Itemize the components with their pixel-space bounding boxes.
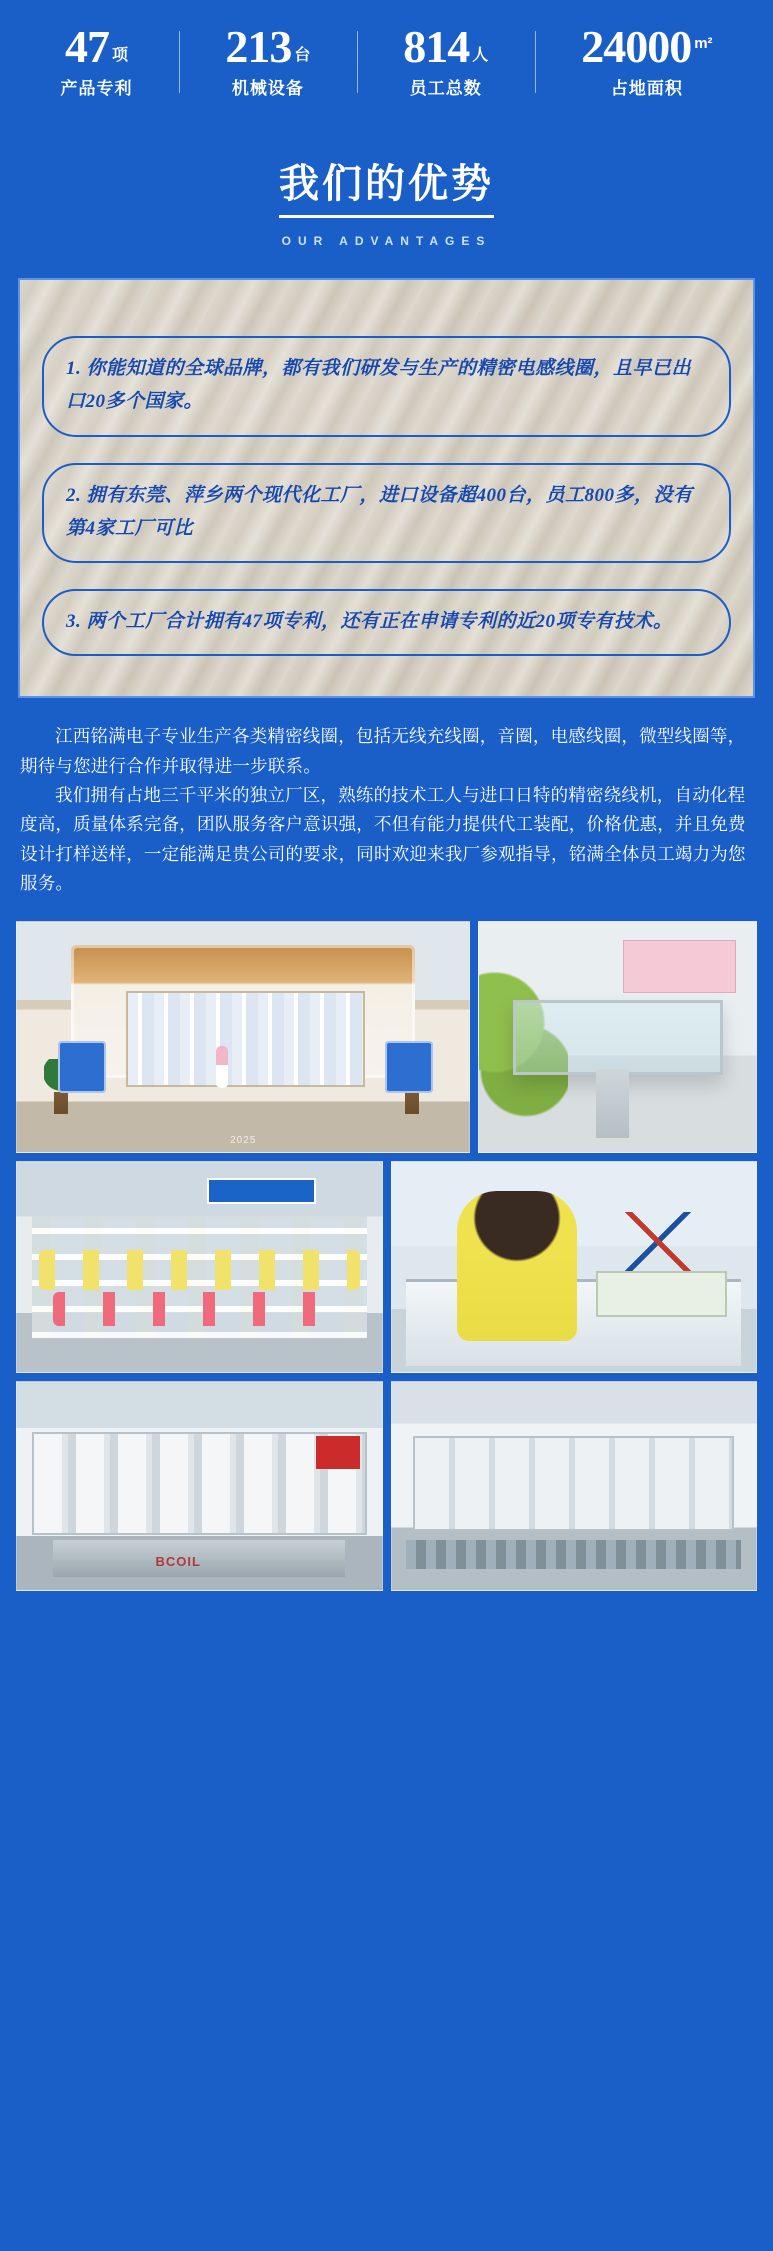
company-description (0, 698, 773, 916)
stat-value-row (361, 20, 531, 72)
photo-row-3 (16, 1381, 757, 1591)
stat-number: 814 (403, 20, 470, 72)
advantage-text: 1. 你能知道的全球品牌，都有我们研发与生产的精密电感线圈，且早已出口20多个国家。 (66, 358, 692, 413)
component-tray (596, 1271, 727, 1317)
page-title: 我们的优势 (279, 152, 494, 218)
stat-item-area (535, 20, 759, 100)
stat-unit: 项 (111, 46, 128, 64)
stat-unit: 台 (294, 46, 311, 64)
stat-number: 213 (225, 20, 292, 72)
cabinet-stand (596, 1069, 629, 1138)
stats-bar (0, 0, 773, 118)
photo-workshop-overview (16, 1161, 383, 1373)
photo-row-1 (16, 921, 757, 1153)
stat-value-row (18, 20, 175, 72)
advantages-panel (18, 278, 755, 698)
photo-production-line (391, 1381, 758, 1591)
advantage-text: 2. 拥有东莞、萍乡两个现代化工厂，进口设备超400台，员工800多，没有第4家工厂可比 (66, 484, 693, 539)
wall-panel-right (385, 1041, 433, 1093)
stat-value-row (539, 20, 755, 72)
photo-row-2 (16, 1161, 757, 1373)
photo-operator-station (391, 1161, 758, 1373)
stat-unit: 人 (472, 46, 489, 64)
stat-number: 24000 (581, 20, 692, 72)
operator-figure (457, 1191, 577, 1341)
stat-label: 员工总数 (409, 79, 482, 99)
conveyor-belt (406, 1540, 741, 1569)
photo-winding-machines (16, 1381, 383, 1591)
section-heading (0, 118, 773, 270)
worker-row-back (53, 1292, 345, 1326)
safety-sign (316, 1436, 360, 1469)
photo-showroom (16, 921, 470, 1153)
advantage-item-3 (42, 589, 731, 656)
workshop-banner (207, 1178, 316, 1204)
stat-label: 机械设备 (231, 79, 304, 99)
advantage-text: 3. 两个工厂合计拥有47项专利，还有正在申请专利的近20项专有技术。 (66, 611, 673, 632)
person-figure (216, 1046, 228, 1088)
stat-value-row (183, 20, 353, 72)
wall-panel-left (58, 1041, 106, 1093)
stat-item-employees (357, 20, 535, 100)
description-paragraph-1: 江西铭满电子专业生产各类精密线圈，包括无线充线圈，音圈，电感线圈，微型线圈等，期待与您进行合作并取得进一步联系。 (20, 726, 746, 776)
stat-label: 占地面积 (610, 79, 683, 99)
photo-caption: 2025 (230, 1134, 257, 1146)
foliage-decor-icon (478, 958, 568, 1119)
page-subtitle: OUR ADVANTAGES (281, 234, 492, 248)
stat-label: 产品专利 (60, 79, 133, 99)
worker-row-front (39, 1250, 360, 1290)
photo-watermark: BCOIL (155, 1553, 201, 1569)
stat-item-machines (179, 20, 357, 100)
description-paragraph-2: 我们拥有占地三千平米的独立厂区，熟练的技术工人与进口日特的精密绕线机，自动化程度高，质量体系完备，团队服务客户意识强，不但有能力提供代工装配，价格优惠，并且免费设计打样送样，一定能满足贵公司的要求，同时欢迎来我厂参观指导，铭满全体员工竭力为您服务。 (20, 785, 746, 894)
test-leads (596, 1212, 720, 1271)
photo-gallery (0, 917, 773, 1617)
advantage-item-1 (42, 336, 731, 437)
advantage-item-2 (42, 463, 731, 564)
stat-number: 47 (64, 20, 109, 72)
photo-display-cabinet (478, 921, 757, 1153)
stat-unit: m² (694, 34, 713, 52)
stat-item-patents (14, 20, 179, 100)
